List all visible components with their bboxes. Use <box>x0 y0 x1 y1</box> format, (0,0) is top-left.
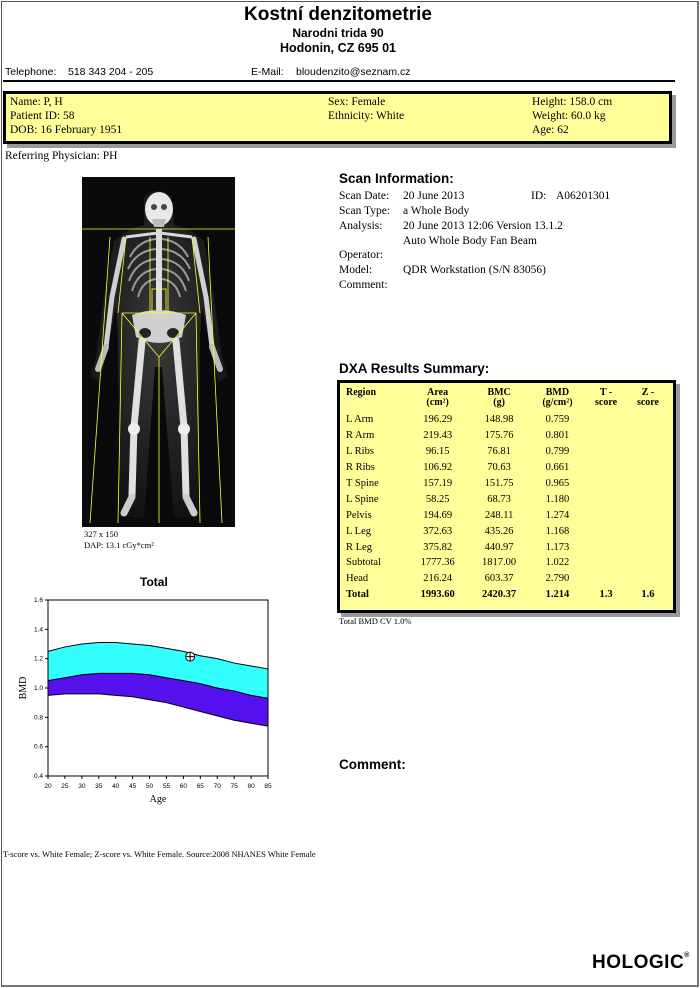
table-row: L Spine 58.25 68.73 1.180 <box>346 493 570 505</box>
table-row: R Leg 375.82 440.97 1.173 <box>346 541 570 553</box>
table-row: R Ribs 106.92 70.63 0.661 <box>346 462 570 474</box>
x-tick-label: 35 <box>95 783 103 790</box>
y-tick-label: 1.6 <box>33 597 43 604</box>
col-t-score: T - score <box>594 387 618 408</box>
x-tick-label: 85 <box>264 783 272 790</box>
table-row: Subtotal 1777.36 1817.00 1.022 <box>346 557 570 569</box>
x-tick-label: 50 <box>145 783 154 790</box>
analysis-line1: 20 June 2013 12:06 Version 13.1.2 <box>403 220 563 232</box>
x-tick-label: 30 <box>78 783 86 790</box>
table-row: L Arm 196.29 148.98 0.759 <box>346 414 570 426</box>
x-tick-label: 65 <box>196 783 204 790</box>
y-tick-label: 1.0 <box>33 685 43 692</box>
y-tick-label: 0.4 <box>33 773 43 780</box>
scan-type-label: Scan Type: <box>339 205 391 217</box>
x-tick-label: 75 <box>230 783 238 790</box>
patient-info-box <box>3 91 672 144</box>
telephone-number: 518 343 204 - 205 <box>68 66 154 78</box>
scan-id-label: ID: <box>531 190 547 202</box>
y-tick-label: 0.8 <box>33 714 43 722</box>
x-tick-label: 55 <box>162 783 171 790</box>
model-label: Model: <box>339 264 373 276</box>
patient-age: Age: 62 <box>532 124 569 136</box>
results-table <box>344 388 669 603</box>
x-tick-label: 80 <box>247 783 255 790</box>
bmd-age-chart <box>16 594 278 809</box>
col-region: Region <box>346 387 376 398</box>
y-tick-label: 0.6 <box>33 743 43 751</box>
x-tick-label: 40 <box>112 783 120 790</box>
y-tick-label: 1.2 <box>33 655 43 663</box>
header-divider <box>3 80 675 82</box>
patient-id: Patient ID: 58 <box>10 110 75 122</box>
x-axis-label: Age <box>149 794 167 805</box>
table-row: L Ribs 96.15 76.81 0.799 <box>346 446 570 458</box>
email-address: bloudenzito@seznam.cz <box>296 66 411 78</box>
comment-title: Comment: <box>339 757 406 772</box>
scan-date-label: Scan Date: <box>339 190 390 202</box>
analysis-label: Analysis: <box>339 220 383 232</box>
reference-note: T-score vs. White Female; Z-score vs. White Female. Source:2008 NHANES White Female <box>3 849 316 859</box>
patient-name: Name: P, H <box>10 96 63 108</box>
table-row: Pelvis 194.69 248.11 1.274 <box>346 509 570 521</box>
col-bmd: BMD (g/cm²) <box>542 387 573 408</box>
scan-type-value: a Whole Body <box>403 205 470 217</box>
results-title: DXA Results Summary: <box>339 361 490 376</box>
y-axis-label: BMD <box>18 676 29 700</box>
clinic-address-line1: Narodni trida 90 <box>292 26 384 40</box>
table-row: L Leg 372.63 435.26 1.168 <box>346 525 570 537</box>
patient-dob: DOB: 16 February 1951 <box>10 124 123 136</box>
image-dimensions: 327 x 150 <box>84 529 118 539</box>
whole-body-scan-image <box>82 177 235 527</box>
table-row: Head 216.24 603.37 2.790 <box>346 573 570 585</box>
clinic-title: Kostní denzitometrie <box>244 4 432 25</box>
table-row: T Spine 157.19 151.75 0.965 <box>346 478 570 489</box>
scan-id-value: A06201301 <box>556 190 611 202</box>
scan-date-value: 20 June 2013 <box>403 190 465 202</box>
referring-physician: Referring Physician: PH <box>5 150 118 162</box>
operator-label: Operator: <box>339 249 384 261</box>
analysis-line2: Auto Whole Body Fan Beam <box>403 235 537 247</box>
patient-sex: Sex: Female <box>328 96 386 108</box>
comment-label: Comment: <box>339 279 388 291</box>
hologic-logo: HOLOGIC® <box>592 952 690 973</box>
col-z-score: Z - score <box>636 387 659 408</box>
telephone-label: Telephone: <box>5 66 57 78</box>
x-tick-label: 20 <box>44 783 52 790</box>
x-tick-label: 45 <box>128 783 137 790</box>
scan-info-title: Scan Information: <box>339 171 454 186</box>
model-value: QDR Workstation (S/N 83056) <box>403 264 546 276</box>
results-box <box>337 380 676 613</box>
image-dap: DAP: 13.1 cGy*cm² <box>84 540 154 550</box>
patient-weight: Weight: 60.0 kg <box>532 110 606 122</box>
results-header-row <box>344 388 669 412</box>
x-tick-label: 70 <box>213 783 221 790</box>
col-bmc: BMC (g) <box>487 387 511 408</box>
patient-ethnicity: Ethnicity: White <box>328 110 405 122</box>
chart-title: Total <box>140 575 168 589</box>
col-area: Area (cm²) <box>426 387 449 408</box>
y-tick-label: 1.4 <box>33 626 43 634</box>
x-tick-label: 25 <box>61 783 69 790</box>
table-row: R Arm 219.43 175.76 0.801 <box>346 430 570 442</box>
x-tick-label: 60 <box>179 783 188 790</box>
clinic-address-line2: Hodonin, CZ 695 01 <box>280 41 396 55</box>
skeleton-figure <box>82 177 235 527</box>
total-bmd-cv: Total BMD CV 1.0% <box>339 616 412 626</box>
patient-height: Height: 158.0 cm <box>532 96 613 108</box>
email-label: E-Mail: <box>251 66 284 78</box>
table-row-total: Total 1993.60 2420.37 1.214 1.3 1.6 <box>346 589 655 601</box>
